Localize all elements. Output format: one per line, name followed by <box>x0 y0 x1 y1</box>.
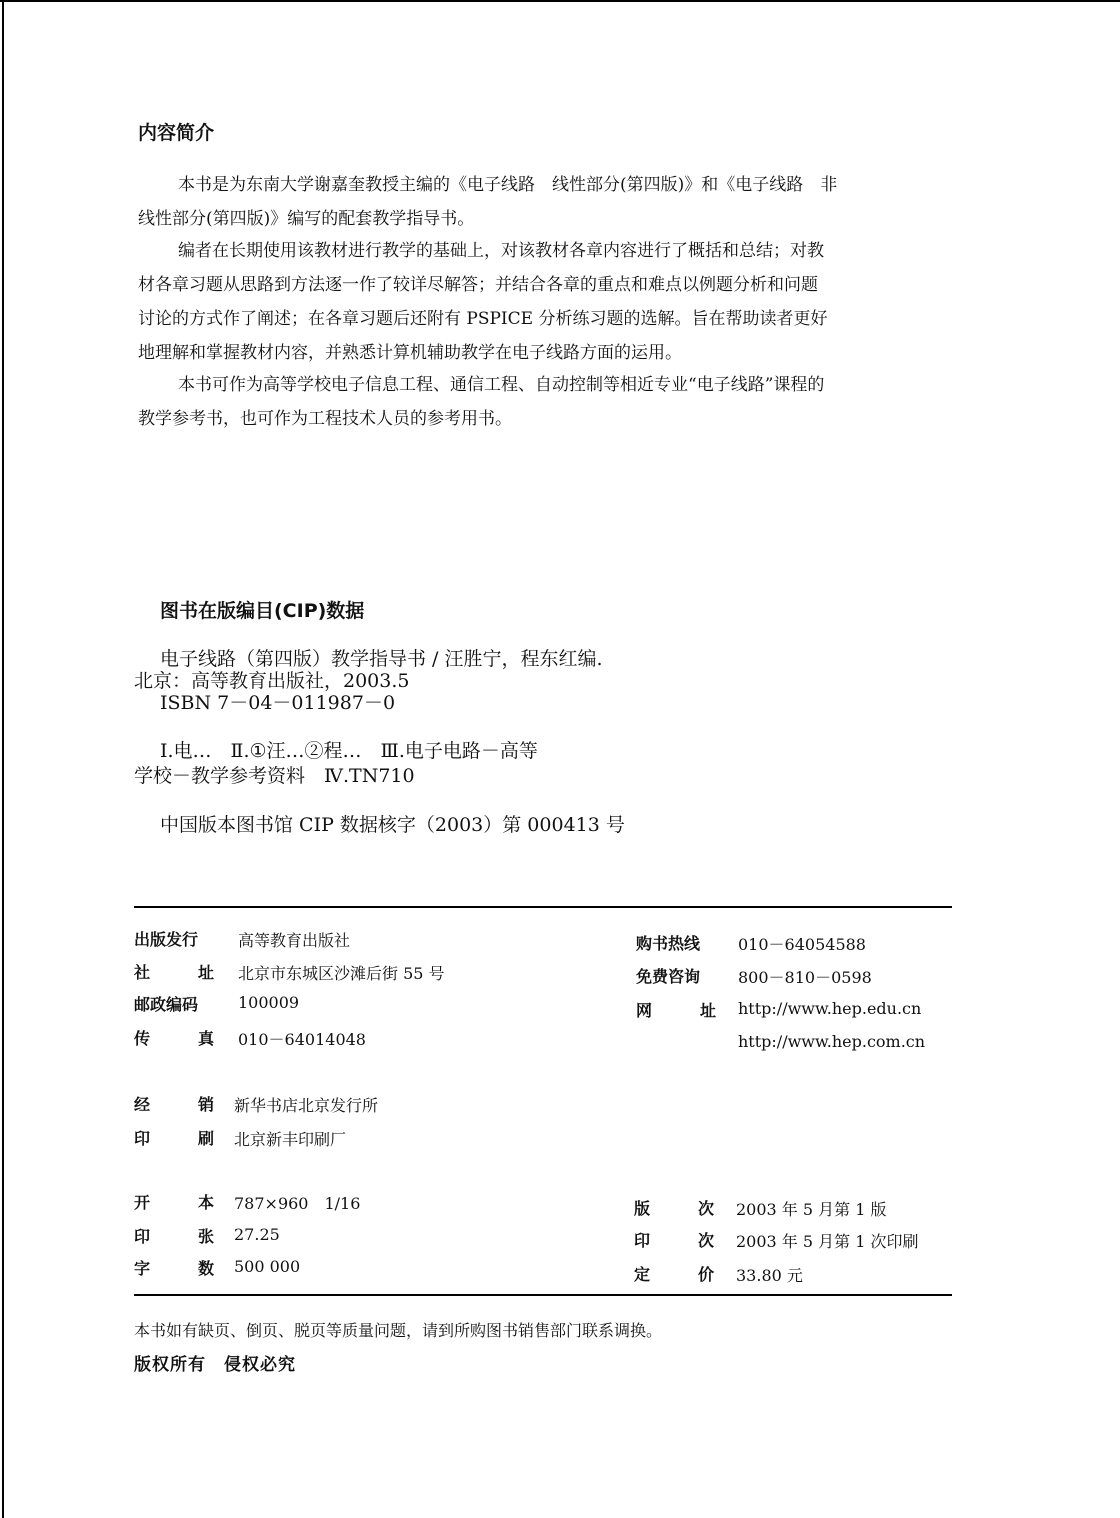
intro-p2-line2: 材各章习题从思路到方法逐一作了较详尽解答；并结合各章的重点和难点以例题分析和问题 <box>138 275 818 295</box>
printer-value: 北京新丰印刷厂 <box>234 1130 347 1149</box>
intro-p3-line2: 教学参考书，也可作为工程技术人员的参考用书。 <box>138 409 512 429</box>
intro-p2-line3: 讨论的方式作了阐述；在各章习题后还附有 PSPICE 分析练习题的选解。旨在帮助读者更好 <box>138 309 828 329</box>
web-link-1[interactable]: http://www.hep.edu.cn <box>738 999 922 1018</box>
info-bottom-rule <box>134 1294 952 1296</box>
sheets-label: 印 张 <box>134 1227 214 1246</box>
postcode-label: 邮政编码 <box>134 995 199 1014</box>
hotline-value: 010－64054588 <box>738 935 866 954</box>
publisher-label: 出版发行 <box>134 930 199 949</box>
quality-notice: 本书如有缺页、倒页、脱页等质量问题，请到所购图书销售部门联系调换。 <box>134 1321 663 1340</box>
distributor-value: 新华书店北京发行所 <box>234 1096 379 1115</box>
cip-line1: 电子线路（第四版）教学指导书 / 汪胜宁，程东红编. <box>160 648 603 670</box>
cip-line2: 北京：高等教育出版社，2003.5 <box>134 670 410 692</box>
format-value: 787×960 1/16 <box>234 1194 361 1213</box>
page-border-top <box>0 0 1120 2</box>
cip-heading: 图书在版编目(CIP)数据 <box>160 600 365 622</box>
intro-p2-line1: 编者在长期使用该教材进行教学的基础上，对该教材各章内容进行了概括和总结；对教 <box>178 241 824 261</box>
format-label: 开 本 <box>134 1193 214 1212</box>
printer-label: 印 刷 <box>134 1129 214 1148</box>
hotline-label: 购书热线 <box>636 934 701 953</box>
web-link-2[interactable]: http://www.hep.com.cn <box>738 1032 926 1051</box>
distributor-label: 经 销 <box>134 1095 214 1114</box>
web-label: 网 址 <box>636 1001 716 1020</box>
address-label: 社 址 <box>134 963 214 982</box>
consult-label: 免费咨询 <box>636 967 701 986</box>
postcode-value: 100009 <box>238 993 300 1012</box>
address-value: 北京市东城区沙滩后街 55 号 <box>238 964 445 983</box>
cip-line5: 学校－教学参考资料 Ⅳ.TN710 <box>134 765 415 787</box>
intro-p1-line1: 本书是为东南大学谢嘉奎教授主编的《电子线路 线性部分(第四版)》和《电子线路 非 <box>178 175 838 195</box>
fax-label: 传 真 <box>134 1029 214 1048</box>
intro-p2-line4: 地理解和掌握教材内容，并熟悉计算机辅助教学在电子线路方面的运用。 <box>138 343 682 363</box>
price-value: 33.80 元 <box>736 1266 803 1285</box>
intro-p3-line1: 本书可作为高等学校电子信息工程、通信工程、自动控制等相近专业“电子线路”课程的 <box>178 375 825 395</box>
price-label: 定 价 <box>634 1265 714 1284</box>
impression-label: 印 次 <box>634 1231 714 1250</box>
page-border-left <box>2 0 4 1518</box>
cip-line3: ISBN 7－04－011987－0 <box>160 692 396 714</box>
cip-line6: 中国版本图书馆 CIP 数据核字（2003）第 000413 号 <box>160 814 625 836</box>
info-top-rule <box>134 906 952 908</box>
edition-value: 2003 年 5 月第 1 版 <box>736 1200 887 1219</box>
cip-line4: Ⅰ.电… Ⅱ.①汪…②程… Ⅲ.电子电路－高等 <box>160 740 538 762</box>
intro-heading: 内容简介 <box>138 122 215 144</box>
edition-label: 版 次 <box>634 1199 714 1218</box>
fax-value: 010－64014048 <box>238 1030 366 1049</box>
copyright-notice: 版权所有 侵权必究 <box>134 1355 296 1375</box>
impression-value: 2003 年 5 月第 1 次印刷 <box>736 1232 919 1251</box>
words-value: 500 000 <box>234 1257 301 1276</box>
words-label: 字 数 <box>134 1259 214 1278</box>
sheets-value: 27.25 <box>234 1225 280 1244</box>
consult-value: 800－810－0598 <box>738 968 872 987</box>
intro-p1-line2: 线性部分(第四版)》编写的配套教学指导书。 <box>138 209 475 229</box>
publisher-value: 高等教育出版社 <box>238 931 351 950</box>
